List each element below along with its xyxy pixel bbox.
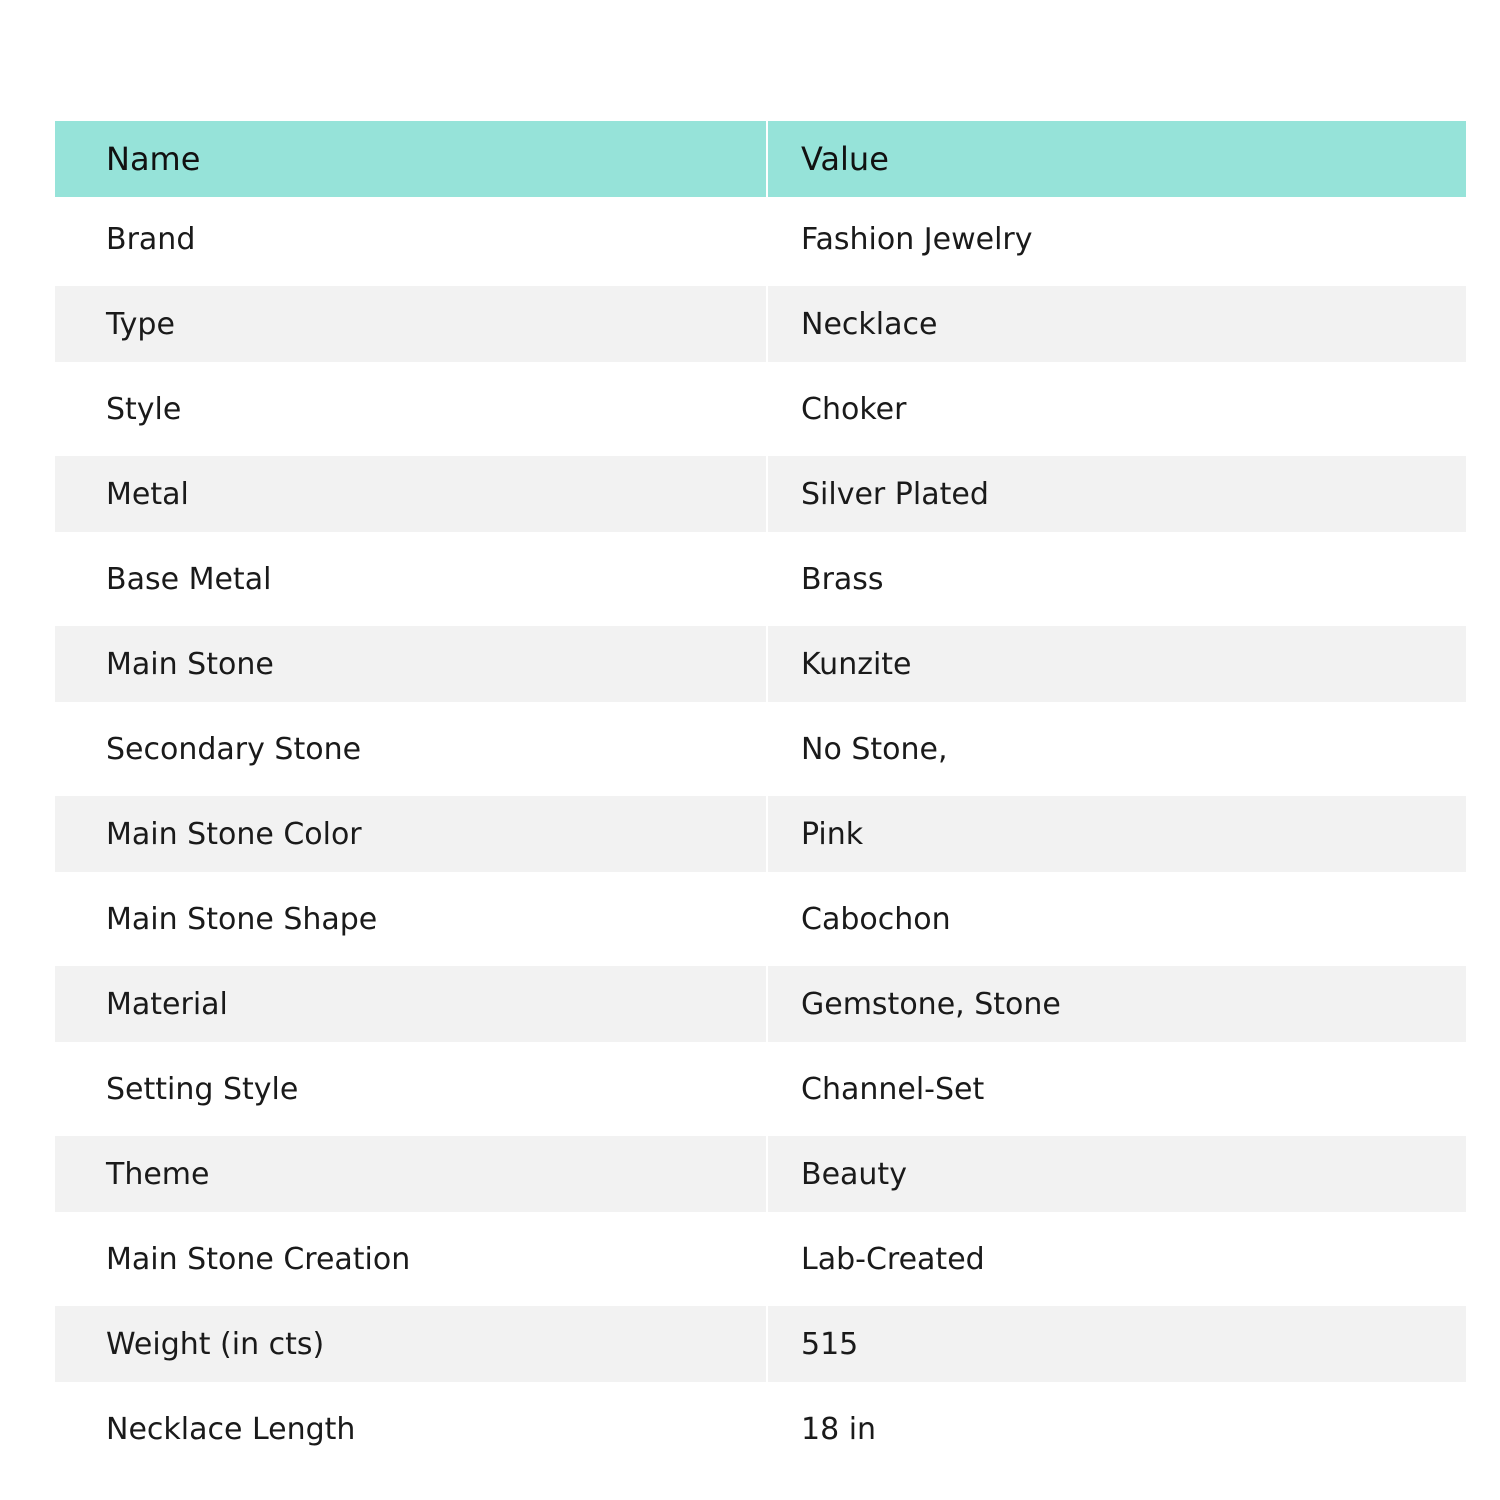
table-row bbox=[55, 456, 1466, 532]
table-row bbox=[55, 286, 1466, 362]
row-value: Channel-Set bbox=[801, 1072, 985, 1107]
table-row bbox=[55, 626, 1466, 702]
row-value: Gemstone, Stone bbox=[768, 966, 1466, 1042]
row-value: Choker bbox=[801, 392, 907, 427]
spec-table bbox=[55, 121, 1466, 1472]
row-name: Base Metal bbox=[106, 562, 272, 597]
row-name: Weight (in cts) bbox=[55, 1306, 766, 1382]
row-value: No Stone, bbox=[801, 732, 948, 767]
header-value: Value bbox=[768, 121, 1466, 197]
row-name: Main Stone Color bbox=[55, 796, 766, 872]
row-value: Brass bbox=[801, 562, 884, 597]
row-name: Setting Style bbox=[106, 1072, 299, 1107]
table-row bbox=[55, 537, 1466, 622]
row-value: 515 bbox=[768, 1306, 1466, 1382]
table-row bbox=[55, 796, 1466, 872]
row-name: Theme bbox=[55, 1136, 766, 1212]
row-name: Style bbox=[106, 392, 182, 427]
row-value: Fashion Jewelry bbox=[801, 222, 1033, 257]
row-name: Necklace Length bbox=[106, 1412, 356, 1447]
table-row bbox=[55, 1387, 1466, 1472]
table-row bbox=[55, 367, 1466, 452]
table-row bbox=[55, 197, 1466, 282]
row-name: Metal bbox=[55, 456, 766, 532]
row-name: Main Stone Shape bbox=[106, 902, 378, 937]
table-header-row bbox=[55, 121, 1466, 197]
row-value: Silver Plated bbox=[768, 456, 1466, 532]
table-row bbox=[55, 1047, 1466, 1132]
row-value: Lab-Created bbox=[801, 1242, 985, 1277]
row-value: 18 in bbox=[801, 1412, 877, 1447]
table-row bbox=[55, 966, 1466, 1042]
table-row bbox=[55, 1306, 1466, 1382]
row-value: Kunzite bbox=[768, 626, 1466, 702]
row-value: Pink bbox=[768, 796, 1466, 872]
row-name: Main Stone Creation bbox=[106, 1242, 411, 1277]
row-value: Necklace bbox=[768, 286, 1466, 362]
row-name: Main Stone bbox=[55, 626, 766, 702]
table-row bbox=[55, 1217, 1466, 1302]
row-name: Brand bbox=[106, 222, 196, 257]
row-name: Type bbox=[55, 286, 766, 362]
table-row bbox=[55, 877, 1466, 962]
row-name: Secondary Stone bbox=[106, 732, 362, 767]
row-value: Cabochon bbox=[801, 902, 951, 937]
table-row bbox=[55, 707, 1466, 792]
table-row bbox=[55, 1136, 1466, 1212]
row-name: Material bbox=[55, 966, 766, 1042]
header-name: Name bbox=[55, 121, 766, 197]
row-value: Beauty bbox=[768, 1136, 1466, 1212]
